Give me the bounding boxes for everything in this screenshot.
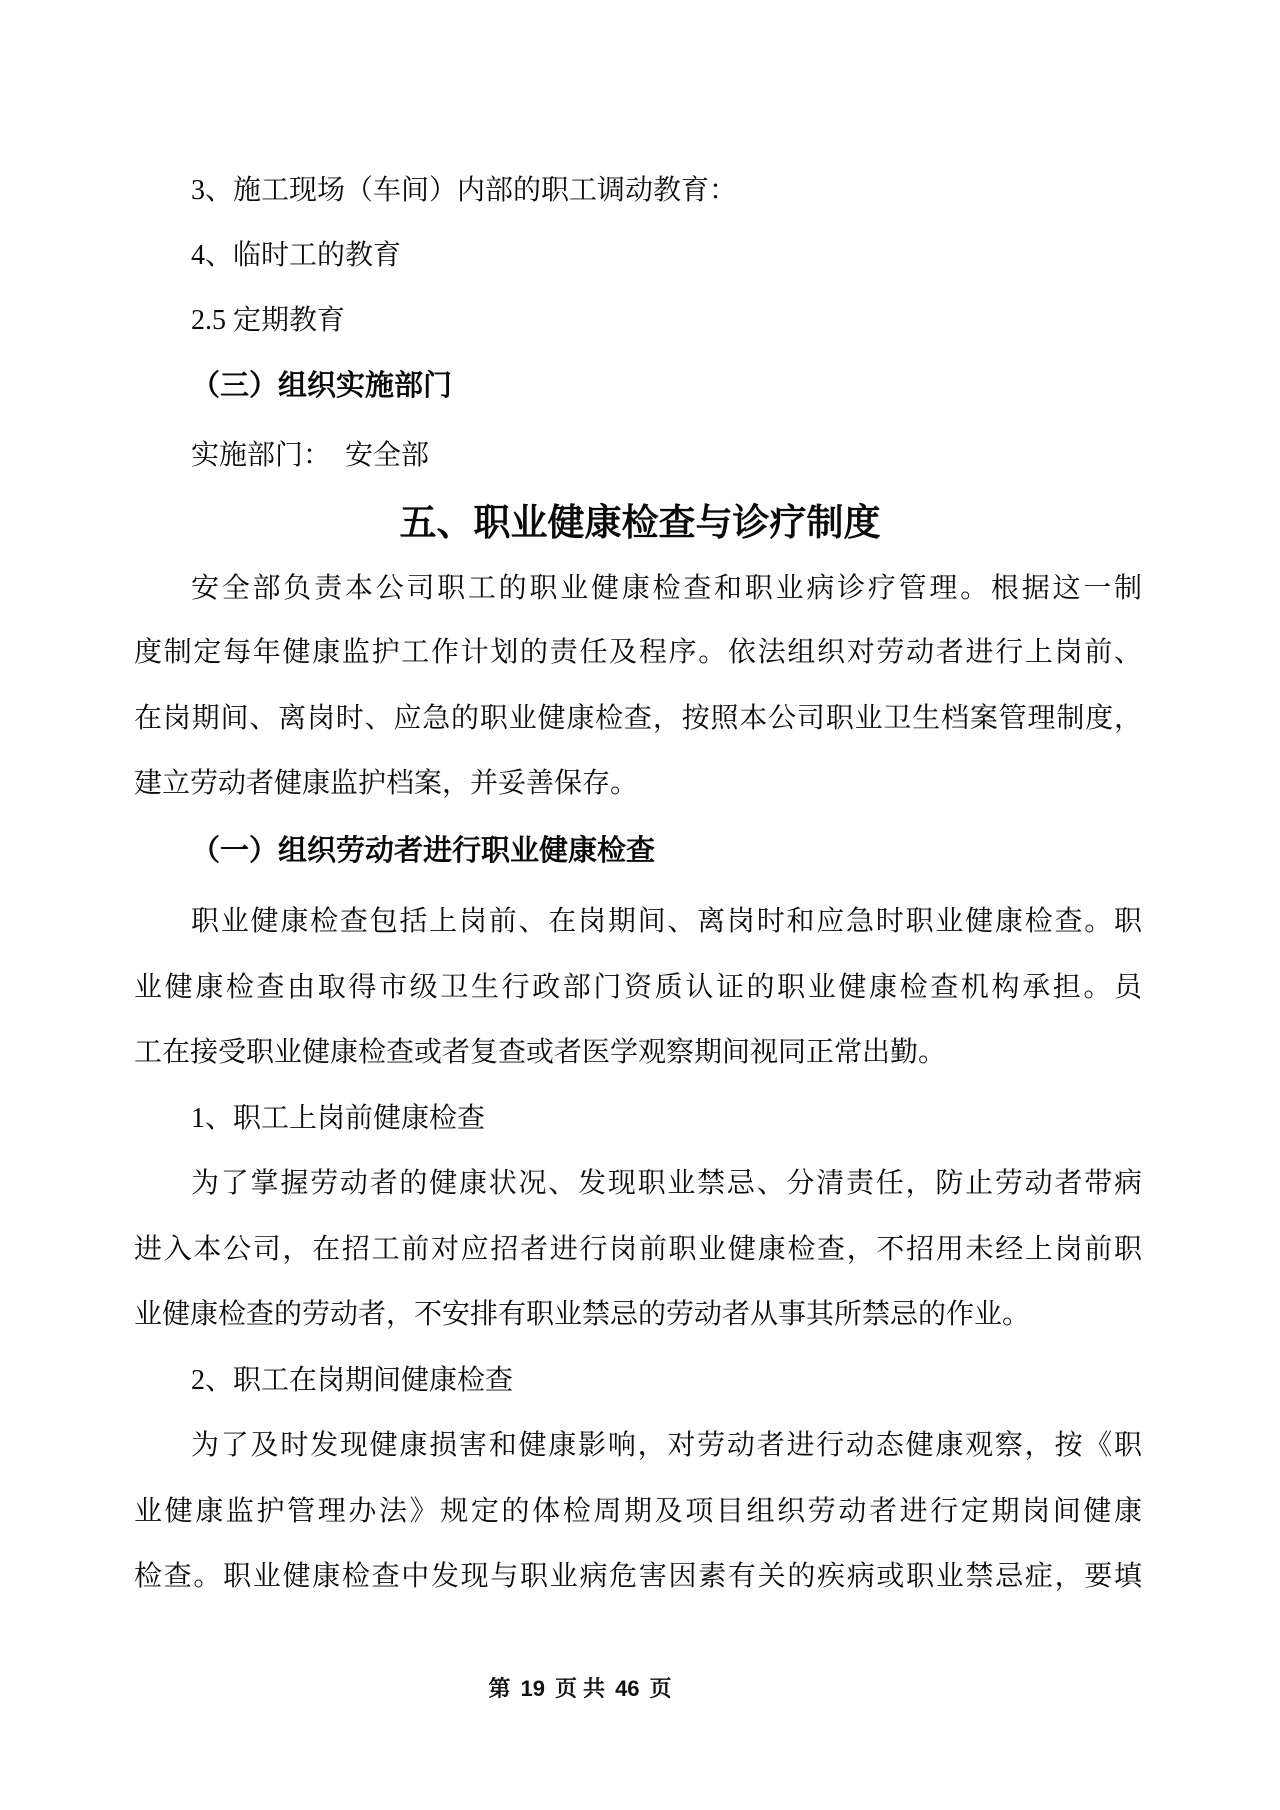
para-intro-line-4: 建立劳动者健康监护档案，并妥善保存。 (134, 768, 639, 799)
para-prejob-line-1: 为了掌握劳动者的健康状况、发现职业禁忌、分清责任，防止劳动者带病 (191, 1168, 1142, 1199)
chapter-title: 五、职业健康检查与诊疗制度 (399, 502, 881, 543)
footer-suffix: 页 (649, 1676, 672, 1701)
para-scope-line-1: 职业健康检查包括上岗前、在岗期间、离岗时和应急时职业健康检查。职 (191, 906, 1142, 937)
para-onjob-line-3: 检查。职业健康检查中发现与职业病危害因素有关的疾病或职业禁忌症，要填 (134, 1561, 1142, 1592)
para-scope-line-2: 业健康检查由取得市级卫生行政部门资质认证的职业健康检查机构承担。员 (134, 972, 1142, 1003)
section-1-heading: （一）组织劳动者进行职业健康检查 (191, 835, 656, 867)
implementing-dept-line: 实施部门： 安全部 (191, 440, 430, 471)
item-2-heading: 2、职工在岗期间健康检查 (191, 1365, 514, 1396)
para-intro-line-3: 在岗期间、离岗时、应急的职业健康检查，按照本公司职业卫生档案管理制度， (134, 703, 1142, 734)
para-onjob-line-1: 为了及时发现健康损害和健康影响，对劳动者进行动态健康观察，按《职 (191, 1430, 1142, 1461)
section-3-heading: （三）组织实施部门 (191, 370, 453, 402)
para-intro-line-1: 安全部负责本公司职工的职业健康检查和职业病诊疗管理。根据这一制 (191, 573, 1142, 604)
footer-prefix: 第 (488, 1676, 511, 1701)
para-intro-line-2: 度制定每年健康监护工作计划的责任及程序。依法组织对劳动者进行上岗前、 (134, 637, 1142, 668)
para-prejob-line-3: 业健康检查的劳动者，不安排有职业禁忌的劳动者从事其所禁忌的作业。 (134, 1299, 1031, 1330)
footer-total-pages: 46 (615, 1676, 640, 1701)
para-onjob-line-2: 业健康监护管理办法》规定的体检周期及项目组织劳动者进行定期岗间健康 (134, 1496, 1142, 1527)
page-footer (0, 1674, 1160, 1704)
footer-mid-label: 页 共 (554, 1676, 606, 1701)
list-item-3: 3、施工现场（车间）内部的职工调动教育： (191, 175, 738, 206)
list-item-4: 4、临时工的教育 (191, 240, 402, 271)
item-1-heading: 1、职工上岗前健康检查 (191, 1103, 486, 1134)
para-scope-line-3: 工在接受职业健康检查或者复查或者医学观察期间视同正常出勤。 (134, 1037, 947, 1068)
list-item-2-5: 2.5 定期教育 (191, 305, 346, 336)
para-prejob-line-2: 进入本公司，在招工前对应招者进行岗前职业健康检查，不招用未经上岗前职 (134, 1234, 1142, 1265)
footer-current-page: 19 (520, 1676, 545, 1701)
